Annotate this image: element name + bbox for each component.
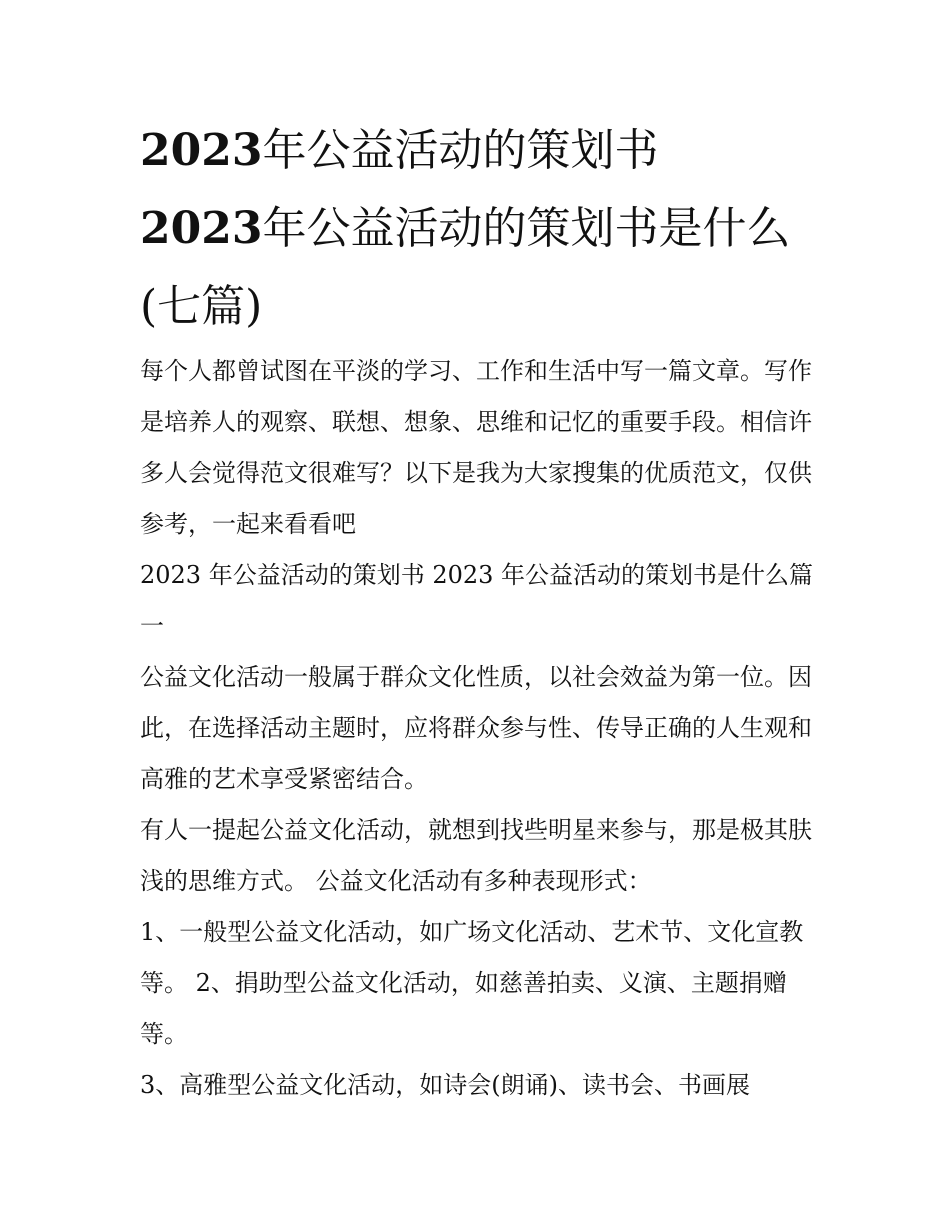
document-title bbox=[140, 112, 820, 346]
body-paragraph: 有人一提起公益文化活动，就想到找些明星来参与，那是极其肤浅的思维方式。 公益文化活动有多种表现形式： bbox=[140, 816, 812, 895]
title-text-2: 年公益活动的策划书是什么(七篇) bbox=[140, 203, 791, 332]
body-paragraph: 1、一般型公益文化活动，如广场文化活动、艺术节、文化宣教等。 2、捐助型公益文化活动，如慈善拍卖、义演、主题捐赠等。 bbox=[140, 918, 804, 1048]
title-line-1 bbox=[140, 125, 658, 176]
title-line-2 bbox=[140, 203, 790, 332]
document-page bbox=[140, 112, 820, 1111]
body-paragraph: 3、高雅型公益文化活动，如诗会(朗诵)、读书会、书画展 bbox=[140, 1071, 750, 1099]
body-paragraph: 公益文化活动一般属于群众文化性质，以社会效益为第一位。因此，在选择活动主题时，应将群众参与性、传导正确的人生观和高雅的艺术享受紧密结合。 bbox=[140, 663, 812, 793]
section-heading: 2023 年公益活动的策划书 2023 年公益活动的策划书是什么篇一 bbox=[140, 561, 814, 640]
title-year-1: 2023 bbox=[140, 125, 263, 176]
title-text-1: 年公益活动的策划书 bbox=[262, 125, 659, 176]
intro-paragraph: 每个人都曾试图在平淡的学习、工作和生活中写一篇文章。写作是培养人的观察、联想、想象、思维和记忆的重要手段。相信许多人会觉得范文很难写？以下是我为大家搜集的优质范文，仅供参考，一起来看看吧 bbox=[140, 357, 812, 538]
title-year-2: 2023 bbox=[140, 203, 263, 254]
